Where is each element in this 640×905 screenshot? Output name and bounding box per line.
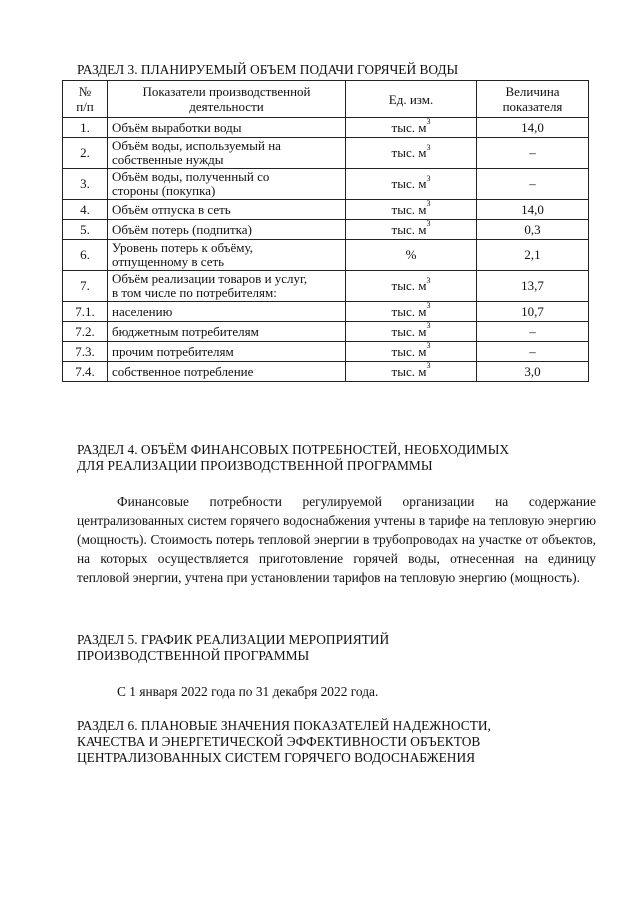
row-name: прочим потребителям (108, 342, 346, 362)
row-value: – (477, 342, 589, 362)
row-unit: тыс. $м^3$ (346, 342, 477, 362)
row-num: 4. (63, 200, 108, 220)
row-value: 2,1 (477, 240, 589, 271)
row-unit: тыс. $м^3$ (346, 322, 477, 342)
table-row (63, 362, 589, 382)
row-num: 3. (63, 169, 108, 200)
header-name: Показатели производственной деятельности (108, 81, 346, 118)
section-4-title: РАЗДЕЛ 4. ОБЪЁМ ФИНАНСОВЫХ ПОТРЕБНОСТЕЙ, НЕОБХОДИМЫХ ДЛЯ РЕАЛИЗАЦИИ ПРОИЗВОДСТВЕННОЙ ПРОГРАММЫ (77, 442, 510, 473)
table-row (63, 220, 589, 240)
row-unit: тыс. $м^3$ (346, 220, 477, 240)
table-header-row (63, 81, 589, 118)
table-row (63, 200, 589, 220)
row-num: 7.1. (63, 302, 108, 322)
row-name: Объём потерь (подпитка) (108, 220, 346, 240)
row-unit: тыс. $м^3$ (346, 302, 477, 322)
section-5-title: РАЗДЕЛ 5. ГРАФИК РЕАЛИЗАЦИИ МЕРОПРИЯТИЙ ПРОИЗВОДСТВЕННОЙ ПРОГРАММЫ (77, 632, 390, 663)
header-num: № п/п (63, 81, 108, 118)
row-unit: % (346, 240, 477, 271)
row-num: 1. (63, 118, 108, 138)
row-num: 7. (63, 271, 108, 302)
row-num: 7.4. (63, 362, 108, 382)
row-name: Объём воды, полученный со стороны (покупка) (108, 169, 346, 200)
table-row (63, 169, 589, 200)
row-unit: тыс. $м^3$ (346, 169, 477, 200)
row-name: Объём воды, используемый на собственные нужды (108, 138, 346, 169)
row-unit: тыс. $м^3$ (346, 200, 477, 220)
row-name: бюджетным потребителям (108, 322, 346, 342)
row-num: 7.2. (63, 322, 108, 342)
table-row (63, 240, 589, 271)
table-row (63, 322, 589, 342)
table-row (63, 342, 589, 362)
row-num: 5. (63, 220, 108, 240)
table-row (63, 302, 589, 322)
row-value: 14,0 (477, 200, 589, 220)
row-value: – (477, 322, 589, 342)
row-value: 3,0 (477, 362, 589, 382)
row-name: Уровень потерь к объёму, отпущенному в сеть (108, 240, 346, 271)
row-value: – (477, 169, 589, 200)
row-value: 0,3 (477, 220, 589, 240)
row-name: населению (108, 302, 346, 322)
section-3-title: РАЗДЕЛ 3. ПЛАНИРУЕМЫЙ ОБЪЕМ ПОДАЧИ ГОРЯЧЕЙ ВОДЫ (77, 62, 459, 77)
row-unit: тыс. $м^3$ (346, 271, 477, 302)
row-num: 7.3. (63, 342, 108, 362)
row-value: 10,7 (477, 302, 589, 322)
section-5-dates: С 1 января 2022 года по 31 декабря 2022 года. (117, 684, 379, 699)
row-unit: тыс. $м^3$ (346, 362, 477, 382)
row-value: – (477, 138, 589, 169)
section-4-paragraph: Финансовые потребности регулируемой организации на содержание централизованных систем горячего водоснабжения учтены в тарифе на тепловую энергию (мощность). Стоимость потерь тепловой энергии в трубопроводах на участке от объектов, на которых осуществляется приготовление горячей воды, отнесенная на единицу тепловой энергии, учтена при установлении тарифов на тепловую энергию (мощность). (77, 494, 596, 585)
row-value: 13,7 (477, 271, 589, 302)
row-num: 2. (63, 138, 108, 169)
row-unit: тыс. $м^3$ (346, 138, 477, 169)
row-name: собственное потребление (108, 362, 346, 382)
row-name: Объём отпуска в сеть (108, 200, 346, 220)
section-6-title: РАЗДЕЛ 6. ПЛАНОВЫЕ ЗНАЧЕНИЯ ПОКАЗАТЕЛЕЙ НАДЕЖНОСТИ, КАЧЕСТВА И ЭНЕРГЕТИЧЕСКОЙ ЭФФЕКТИВНОСТИ ОБЪЕКТОВ ЦЕНТРАЛИЗОВАННЫХ СИСТЕМ ГОРЯЧЕГО ВОДОСНАБЖЕНИЯ (77, 718, 491, 765)
row-unit: тыс. $м^3$ (346, 118, 477, 138)
table-row (63, 138, 589, 169)
table-row (63, 118, 589, 138)
row-value: 14,0 (477, 118, 589, 138)
table-row (63, 271, 589, 302)
row-name: Объём выработки воды (108, 118, 346, 138)
header-unit: Ед. изм. (346, 81, 477, 118)
header-value: Величина показателя (477, 81, 589, 118)
row-name: Объём реализации товаров и услуг, в том числе по потребителям: (108, 271, 346, 302)
row-num: 6. (63, 240, 108, 271)
indicators-table (62, 80, 589, 382)
